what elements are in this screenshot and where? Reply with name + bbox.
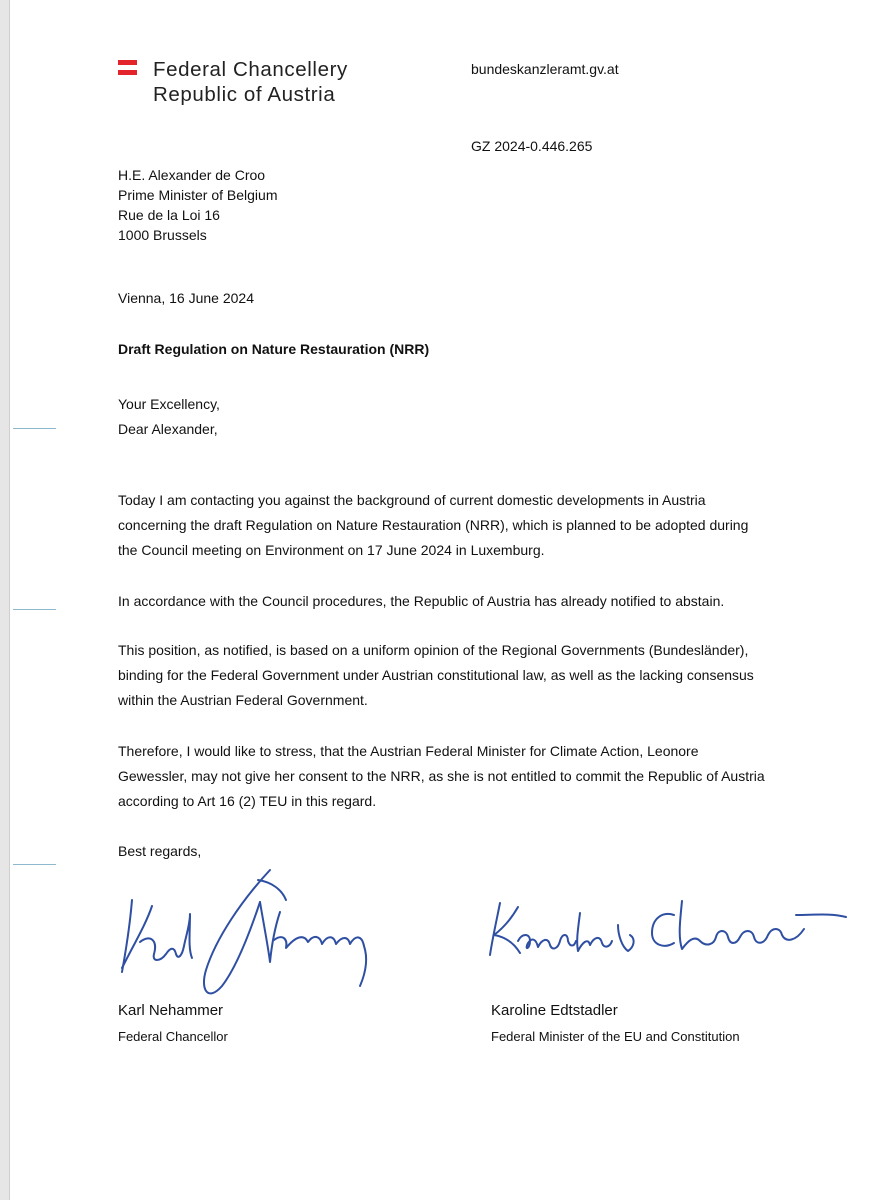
austrian-flag-icon (118, 60, 137, 80)
website-url[interactable]: bundeskanzleramt.gv.at (471, 61, 619, 77)
fold-mark-top (13, 428, 56, 429)
recipient-name: H.E. Alexander de Croo (118, 167, 266, 183)
recipient-address (118, 165, 278, 245)
salutation (118, 392, 220, 442)
body-paragraph-1: Today I am contacting you against the background of current domestic developments in Austria concerning the draft Regulation on Nature Restauration (NRR), which is planned to be adopted during the Council meeting on Environment on 17 June 2024 in Luxemburg. (118, 492, 749, 558)
recipient-title: Prime Minister of Belgium (118, 187, 278, 203)
signer-2-name: Karoline Edtstadler (491, 1002, 618, 1019)
letter-date: Vienna, 16 June 2024 (118, 290, 254, 306)
reference-number: GZ 2024-0.446.265 (471, 138, 593, 154)
signer-1-title: Federal Chancellor (118, 1029, 228, 1044)
page-edge (0, 0, 10, 1200)
signer-2-title: Federal Minister of the EU and Constitution (491, 1029, 740, 1044)
body-paragraph-3: This position, as notified, is based on a uniform opinion of the Regional Governments (Bundesländer), binding for the Federal Government under Austrian constitutional law, as well as the lacking consensus within the Austrian Federal Government. (118, 642, 754, 708)
letter-subject: Draft Regulation on Nature Restauration (NRR) (118, 341, 430, 357)
salutation-line-1: Your Excellency, (118, 396, 220, 412)
organization-line-2: Republic of Austria (153, 83, 336, 106)
organization-line-1: Federal Chancellery (153, 58, 348, 81)
fold-mark-bottom (13, 864, 56, 865)
punch-mark (13, 609, 56, 610)
closing: Best regards, (118, 843, 202, 859)
organization-name (153, 57, 473, 107)
salutation-line-2: Dear Alexander, (118, 421, 218, 437)
body-paragraph-2: In accordance with the Council procedures, the Republic of Austria has already notified to abstain. (118, 593, 725, 609)
signature-karl-nehammer (110, 862, 390, 1007)
signature-karoline-edtstadler (478, 885, 858, 970)
signer-1-name: Karl Nehammer (118, 1002, 224, 1019)
recipient-city: 1000 Brussels (118, 227, 207, 243)
body-paragraph-4: Therefore, I would like to stress, that the Austrian Federal Minister for Climate Action, Leonore Gewessler, may not give her consent to the NRR, as she is not entitled to commit the Republic of Austria according to Art 16 (2) TEU in this regard. (118, 743, 765, 809)
recipient-street: Rue de la Loi 16 (118, 207, 220, 223)
